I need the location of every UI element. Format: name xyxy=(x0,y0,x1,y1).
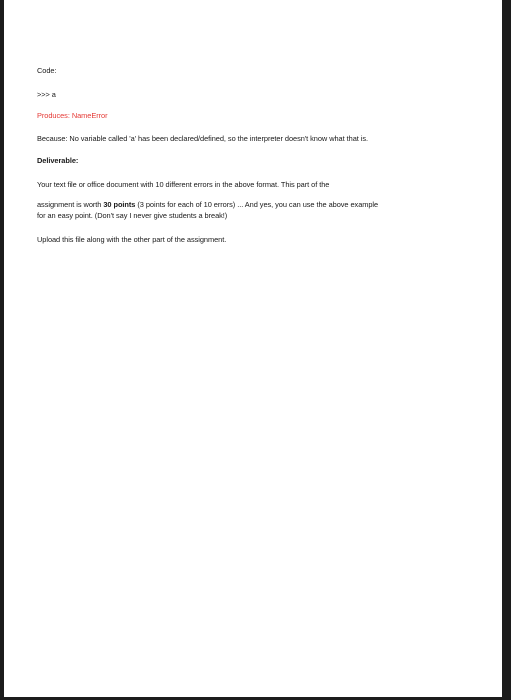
code-example: >>> a xyxy=(37,90,56,99)
deliverable-line2-prefix: assignment is worth xyxy=(37,200,104,209)
window-edge-right xyxy=(502,0,511,700)
points-value: 30 points xyxy=(103,200,136,209)
deliverable-text-line-2 xyxy=(37,200,378,210)
because-explanation: Because: No variable called 'a' has been declared/defined, so the interpreter doesn't know what that is. xyxy=(37,134,368,143)
deliverable-line2-suffix: (3 points for each of 10 errors) ... And yes, you can use the above example xyxy=(135,200,379,209)
deliverable-text-line-3: for an easy point. (Don't say I never give students a break!) xyxy=(37,211,228,220)
deliverable-text-line-1: Your text file or office document with 10 different errors in the above format. This part of the xyxy=(37,180,330,189)
produces-error-line: Produces: NameError xyxy=(37,111,108,120)
upload-instruction: Upload this file along with the other part of the assignment. xyxy=(37,235,227,244)
code-label: Code: xyxy=(37,66,57,75)
deliverable-heading: Deliverable: xyxy=(37,156,79,165)
document-page xyxy=(4,0,502,697)
